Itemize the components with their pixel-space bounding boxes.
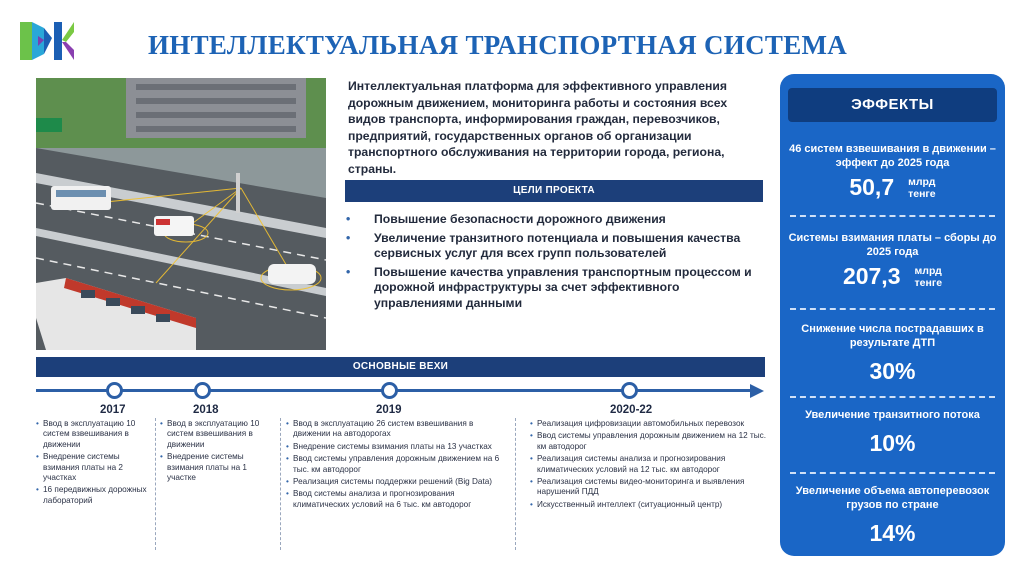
effect-text: Увеличение транзитного потока	[805, 409, 980, 421]
effect-value: 14%	[869, 520, 916, 546]
effect-value: 10%	[869, 430, 916, 456]
effect-text: Увеличение объема автоперевозок грузов по стране	[795, 485, 990, 511]
effect-unit: млрд тенге	[914, 264, 943, 289]
milestone-item: • Ввод в эксплуатацию 10 систем взвешивания в движении	[36, 419, 136, 449]
milestone-item: • Внедрение системы взимания платы на 1 участке	[160, 452, 247, 483]
page-title: ИНТЕЛЛЕКТУАЛЬНАЯ ТРАНСПОРТНАЯ СИСТЕМА	[148, 30, 848, 60]
milestone-item: • Внедрение системы взимания платы на 2 участках	[36, 452, 123, 483]
goal-item: • Повышение качества управления транспортным процессом и дорожной инфраструктуры за счет эффективного управлениями данными	[346, 264, 752, 310]
smart-road-illustration	[36, 78, 326, 350]
goals-heading: ЦЕЛИ ПРОЕКТА	[345, 180, 763, 202]
effect-text: Системы взимания платы – сборы до 2025 года	[788, 232, 997, 258]
milestone-item: • Ввод системы управления дорожным движением на 12 тыс. км автодорог	[530, 431, 766, 451]
timeline-node-2020-22	[621, 382, 638, 399]
effect-value: 30%	[869, 358, 916, 384]
effects-divider	[790, 308, 995, 310]
effects-divider	[790, 472, 995, 474]
milestone-item: • Внедрение системы взимания платы на 13 участках	[286, 441, 492, 451]
milestone-column-2019	[286, 419, 508, 512]
milestone-column-2018	[160, 419, 276, 485]
intro-paragraph: Интеллектуальная платформа для эффективного управления дорожным движением, мониторинга работы и состояния всех видов транспорта, информирования граждан, перевозчиков, предприятий, государственных органов об организации транспортного обслуживания на территории города, региона, страны.	[348, 79, 728, 176]
year-label: 2017	[100, 404, 126, 416]
timeline-arrow-icon	[750, 384, 764, 398]
effect-injuries	[788, 322, 997, 385]
effects-divider	[790, 215, 995, 217]
milestones-heading: ОСНОВНЫЕ ВЕХИ	[36, 357, 765, 377]
milestone-item: • 16 передвижных дорожных лабораторий	[36, 485, 147, 505]
milestone-item: • Ввод в эксплуатацию 10 систем взвешивания в движении	[160, 419, 260, 449]
effect-weighing	[788, 142, 997, 201]
bullet-icon: •	[346, 212, 351, 226]
effect-unit: млрд тенге	[908, 175, 936, 200]
effect-tolling	[788, 231, 997, 290]
effects-panel	[780, 74, 1005, 556]
timeline-node-2017	[106, 382, 123, 399]
year-label: 2020-22	[610, 404, 653, 416]
year-label: 2018	[193, 404, 219, 416]
bullet-icon: •	[346, 264, 351, 279]
effect-transit	[788, 408, 997, 457]
dk-logo	[18, 18, 76, 64]
milestone-item: • Ввод системы управления дорожным движением на 6 тыс. км автодорог	[286, 454, 500, 474]
effects-heading: ЭФФЕКТЫ	[788, 88, 997, 122]
milestone-item: • Ввод в эксплуатацию 26 систем взвешивания в движении на автодорогах	[286, 419, 474, 439]
milestone-item: • Реализация системы анализа и прогнозирования климатических условий на 12 тыс. км автодорог	[530, 454, 726, 474]
effect-text: 46 систем взвешивания в движении – эффект до 2025 года	[789, 143, 996, 169]
milestone-item: • Реализация системы видео-мониторинга и выявления нарушений ПДД	[530, 477, 745, 497]
milestone-column-2017	[36, 419, 152, 508]
effects-divider	[790, 396, 995, 398]
milestone-item: • Ввод системы анализа и прогнозирования климатических условий на 6 тыс. км автодорог	[286, 489, 472, 509]
effect-freight	[788, 484, 997, 547]
timeline	[36, 381, 772, 401]
column-divider	[280, 418, 281, 550]
goals-list	[346, 212, 766, 315]
bullet-icon: •	[346, 230, 351, 245]
effect-value: 207,3	[842, 263, 901, 289]
milestone-column-2020-22	[530, 419, 766, 512]
column-divider	[155, 418, 156, 550]
milestone-item: • Реализация цифровизации автомобильных перевозок	[530, 419, 745, 428]
timeline-node-2019	[381, 382, 398, 399]
milestone-item: • Искусственный интеллект (ситуационный центр)	[530, 499, 723, 509]
effect-value: 50,7	[849, 174, 895, 200]
milestone-item: • Реализация системы поддержки решений (Big Data)	[286, 477, 493, 487]
goal-item: • Повышение безопасности дорожного движения	[346, 212, 666, 226]
effect-text: Снижение числа пострадавших в результате ДТП	[801, 323, 984, 349]
goal-item: • Увеличение транзитного потенциала и повышения качества сервисных услуг для всех групп пользователей	[346, 230, 741, 261]
year-label: 2019	[376, 404, 402, 416]
timeline-node-2018	[194, 382, 211, 399]
column-divider	[515, 418, 516, 550]
